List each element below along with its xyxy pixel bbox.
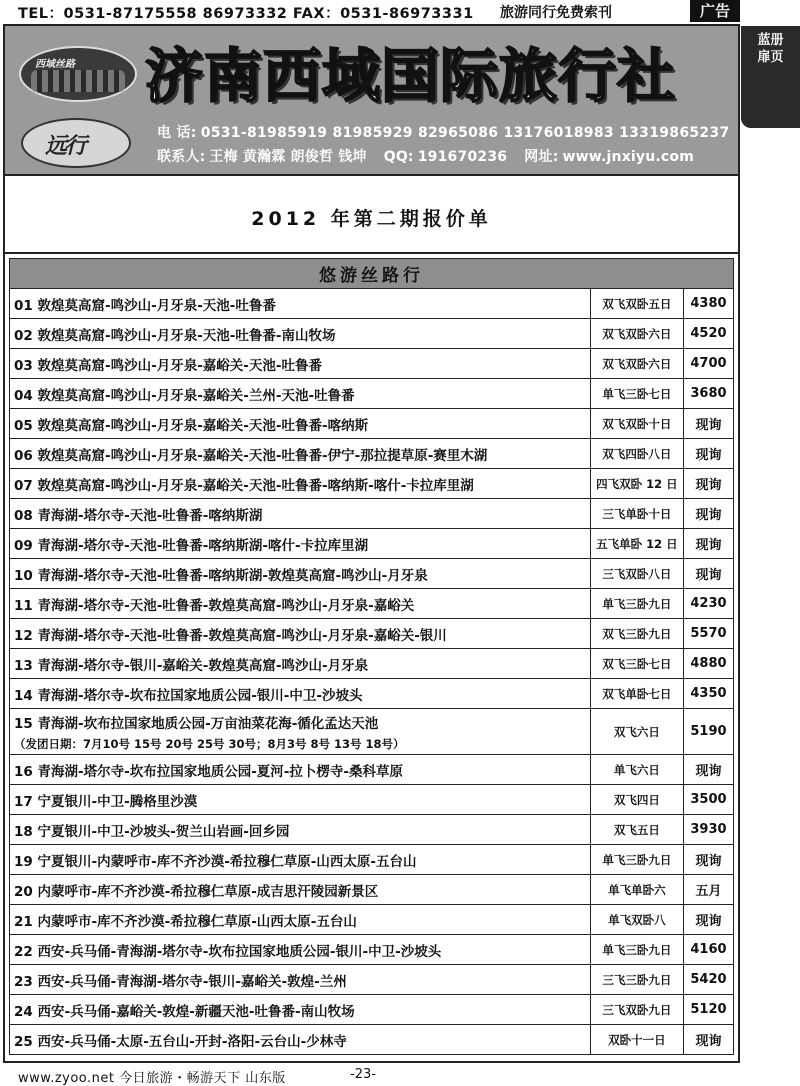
travel-mode-cell: 四飞双卧 12 日 <box>590 469 683 499</box>
travel-mode-cell: 双飞六日 <box>590 709 683 755</box>
route-cell <box>10 469 591 499</box>
route-cell <box>10 995 591 1025</box>
route-cell <box>10 289 591 319</box>
route-list <box>10 289 734 1055</box>
table-row <box>10 709 734 755</box>
route-cell <box>10 845 591 875</box>
route-text: 20 内蒙呼市-库不齐沙漠-希拉穆仁草原-成吉思汗陵园新景区 <box>14 883 379 900</box>
side-tab <box>741 26 800 128</box>
title-band <box>3 176 740 252</box>
table-row <box>10 619 734 649</box>
table-row <box>10 1025 734 1055</box>
route-cell <box>10 935 591 965</box>
route-text: 15 青海湖-坎布拉国家地质公园-万亩油菜花海-循化孟达天池 <box>14 715 379 732</box>
phone-line <box>157 122 730 142</box>
travel-mode-cell: 三飞双卧八日 <box>590 559 683 589</box>
website-label: 网址: <box>524 149 559 165</box>
price-cell: 4350 <box>683 679 733 709</box>
price-cell: 现询 <box>683 755 733 785</box>
travel-mode-cell: 双飞四日 <box>590 785 683 815</box>
price-cell: 3930 <box>683 815 733 845</box>
price-cell: 五月 <box>683 875 733 905</box>
route-text: 24 西安-兵马俑-嘉峪关-敦煌-新疆天池-吐鲁番-南山牧场 <box>14 1003 355 1020</box>
table-row <box>10 995 734 1025</box>
table-row <box>10 589 734 619</box>
route-cell <box>10 965 591 995</box>
table-row <box>10 289 734 319</box>
route-text: 13 青海湖-塔尔寺-银川-嘉峪关-敦煌莫高窟-鸣沙山-月牙泉 <box>14 657 369 674</box>
price-cell: 现询 <box>683 529 733 559</box>
price-cell: 4160 <box>683 935 733 965</box>
footer-site: www.zyoo.net 今日旅游・畅游天下 山东版 <box>18 1071 286 1086</box>
route-cell <box>10 409 591 439</box>
travel-mode-cell: 双飞四卧八日 <box>590 439 683 469</box>
route-cell <box>10 619 591 649</box>
table-row <box>10 875 734 905</box>
price-cell: 现询 <box>683 499 733 529</box>
table-row <box>10 379 734 409</box>
price-cell: 现询 <box>683 845 733 875</box>
route-text: 22 西安-兵马俑-青海湖-塔尔寺-坎布拉国家地质公园-银川-中卫-沙坡头 <box>14 943 442 960</box>
travel-mode-cell: 单飞三卧九日 <box>590 845 683 875</box>
section-title: 悠游丝路行 <box>10 259 734 289</box>
agency-emblem-logo <box>21 118 131 168</box>
free-request-text: 旅游同行免费索刊 <box>500 5 612 21</box>
route-text: 10 青海湖-塔尔寺-天池-吐鲁番-喀纳斯湖-敦煌莫高窟-鸣沙山-月牙泉 <box>14 567 428 584</box>
price-cell: 5570 <box>683 619 733 649</box>
route-text: 04 敦煌莫高窟-鸣沙山-月牙泉-嘉峪关-兰州-天池-吐鲁番 <box>14 387 355 404</box>
price-cell: 现询 <box>683 469 733 499</box>
side-tab-line2: 扉页 <box>757 50 784 65</box>
table-row <box>10 349 734 379</box>
table-row <box>10 409 734 439</box>
website-url: www.jnxiyu.com <box>562 149 695 165</box>
price-cell: 现询 <box>683 905 733 935</box>
travel-mode-cell: 双飞三卧七日 <box>590 649 683 679</box>
contact-label: 联系人: <box>157 149 206 165</box>
route-cell <box>10 529 591 559</box>
travel-mode-cell: 单飞三卧九日 <box>590 589 683 619</box>
route-text: 09 青海湖-塔尔寺-天池-吐鲁番-喀纳斯湖-喀什-卡拉库里湖 <box>14 537 369 554</box>
travel-mode-cell: 单飞单卧六 <box>590 875 683 905</box>
route-text: 07 敦煌莫高窟-鸣沙山-月牙泉-嘉峪关-天池-吐鲁番-喀纳斯-喀什-卡拉库里湖 <box>14 477 474 494</box>
departure-dates-note: （发团日期：7月10号 15号 20号 25号 30号；8月3号 8号 13号 18号） <box>14 736 405 751</box>
travel-mode-cell: 三飞单卧十日 <box>590 499 683 529</box>
travel-mode-cell: 双飞双卧六日 <box>590 319 683 349</box>
route-text: 03 敦煌莫高窟-鸣沙山-月牙泉-嘉峪关-天池-吐鲁番 <box>14 357 323 374</box>
table-row <box>10 935 734 965</box>
price-cell: 4230 <box>683 589 733 619</box>
travel-mode-cell: 双飞双卧五日 <box>590 289 683 319</box>
qq-number: 191670236 <box>417 149 508 165</box>
price-cell: 5120 <box>683 995 733 1025</box>
route-text: 18 宁夏银川-中卫-沙坡头-贺兰山岩画-回乡园 <box>14 823 290 840</box>
route-text: 17 宁夏银川-中卫-腾格里沙漠 <box>14 793 198 810</box>
table-row <box>10 679 734 709</box>
travel-mode-cell: 五飞单卧 12 日 <box>590 529 683 559</box>
travel-mode-cell: 单飞三卧九日 <box>590 935 683 965</box>
qq-label: QQ: <box>383 149 414 165</box>
route-text: 16 青海湖-塔尔寺-坎布拉国家地质公园-夏河-拉卜楞寺-桑科草原 <box>14 763 404 780</box>
route-cell <box>10 319 591 349</box>
phone-label: 电 话: <box>157 125 197 141</box>
route-text: 08 青海湖-塔尔寺-天池-吐鲁番-喀纳斯湖 <box>14 507 263 524</box>
route-text: 01 敦煌莫高窟-鸣沙山-月牙泉-天池-吐鲁番 <box>14 297 276 314</box>
route-cell <box>10 1025 591 1055</box>
route-cell <box>10 649 591 679</box>
travel-mode-cell: 单飞六日 <box>590 755 683 785</box>
route-cell <box>10 785 591 815</box>
table-row <box>10 965 734 995</box>
price-table <box>9 258 734 1055</box>
route-cell <box>10 905 591 935</box>
travel-mode-cell: 双卧十一日 <box>590 1025 683 1055</box>
travel-mode-cell: 三飞三卧九日 <box>590 965 683 995</box>
route-text: 19 宁夏银川-内蒙呼市-库不齐沙漠-希拉穆仁草原-山西太原-五台山 <box>14 853 417 870</box>
table-row <box>10 845 734 875</box>
price-cell: 现询 <box>683 1025 733 1055</box>
contact-line <box>157 146 694 166</box>
price-cell: 3500 <box>683 785 733 815</box>
route-text: 05 敦煌莫高窟-鸣沙山-月牙泉-嘉峪关-天池-吐鲁番-喀纳斯 <box>14 417 369 434</box>
camel-caravan-icon <box>31 70 125 92</box>
route-cell <box>10 679 591 709</box>
price-cell: 现询 <box>683 559 733 589</box>
route-cell <box>10 589 591 619</box>
contact-names: 王梅 黄瀚霖 朗俊哲 钱坤 <box>209 149 367 165</box>
route-text: 02 敦煌莫高窟-鸣沙山-月牙泉-天池-吐鲁番-南山牧场 <box>14 327 336 344</box>
price-cell: 4380 <box>683 289 733 319</box>
route-text: 12 青海湖-塔尔寺-天池-吐鲁番-敦煌莫高窟-鸣沙山-月牙泉-嘉峪关-银川 <box>14 627 447 644</box>
route-text: 14 青海湖-塔尔寺-坎布拉国家地质公园-银川-中卫-沙坡头 <box>14 687 363 704</box>
price-cell: 4700 <box>683 349 733 379</box>
route-cell <box>10 349 591 379</box>
route-text: 06 敦煌莫高窟-鸣沙山-月牙泉-嘉峪关-天池-吐鲁番-伊宁-那拉提草原-赛里木湖 <box>14 447 488 464</box>
travel-mode-cell: 双飞双卧六日 <box>590 349 683 379</box>
price-cell: 现询 <box>683 439 733 469</box>
price-cell: 4880 <box>683 649 733 679</box>
price-cell: 4520 <box>683 319 733 349</box>
route-cell <box>10 875 591 905</box>
route-text: 21 内蒙呼市-库不齐沙漠-希拉穆仁草原-山西太原-五台山 <box>14 913 357 930</box>
table-row <box>10 499 734 529</box>
travel-mode-cell: 单飞三卧七日 <box>590 379 683 409</box>
table-row <box>10 469 734 499</box>
price-table-frame <box>3 252 740 1063</box>
route-cell <box>10 755 591 785</box>
travel-mode-cell: 双飞单卧七日 <box>590 679 683 709</box>
price-list-title: 2012 年第二期报价单 <box>251 208 492 230</box>
company-name: 济南西域国际旅行社 <box>145 42 677 110</box>
route-cell <box>10 379 591 409</box>
agency-header <box>3 24 740 176</box>
table-row <box>10 755 734 785</box>
table-row <box>10 439 734 469</box>
table-row <box>10 785 734 815</box>
price-cell: 5420 <box>683 965 733 995</box>
route-text: 11 青海湖-塔尔寺-天池-吐鲁番-敦煌莫高窟-鸣沙山-月牙泉-嘉峪关 <box>14 597 415 614</box>
route-text: 23 西安-兵马俑-青海湖-塔尔寺-银川-嘉峪关-敦煌-兰州 <box>14 973 347 990</box>
table-row <box>10 319 734 349</box>
price-cell: 现询 <box>683 409 733 439</box>
travel-mode-cell: 双飞双卧十日 <box>590 409 683 439</box>
page-footer <box>0 1064 800 1086</box>
agency-emblem-text: 远行 <box>45 133 86 159</box>
route-cell <box>10 709 591 755</box>
travel-mode-cell: 双飞五日 <box>590 815 683 845</box>
price-cell: 3680 <box>683 379 733 409</box>
top-contact-text: TEL：0531-87175558 86973332 FAX：0531-86973331 <box>18 6 474 22</box>
ad-badge: 广告 <box>690 0 740 22</box>
top-contact-bar <box>0 0 800 22</box>
route-cell <box>10 559 591 589</box>
table-row <box>10 649 734 679</box>
page-number: -23- <box>350 1067 376 1082</box>
route-cell <box>10 499 591 529</box>
table-row <box>10 559 734 589</box>
travel-mode-cell: 三飞双卧九日 <box>590 995 683 1025</box>
travel-mode-cell: 单飞双卧八 <box>590 905 683 935</box>
route-text: 25 西安-兵马俑-太原-五台山-开封-洛阳-云台山-少林寺 <box>14 1033 347 1050</box>
silk-road-logo <box>19 46 137 102</box>
side-tab-line1: 蓝册 <box>757 33 784 48</box>
table-row <box>10 905 734 935</box>
table-row <box>10 529 734 559</box>
silk-road-logo-text: 西域丝路 <box>35 59 75 70</box>
route-cell <box>10 815 591 845</box>
price-cell: 5190 <box>683 709 733 755</box>
route-cell <box>10 439 591 469</box>
travel-mode-cell: 双飞三卧九日 <box>590 619 683 649</box>
table-row <box>10 815 734 845</box>
phone-numbers: 0531-81985919 81985929 82965086 13176018983 13319865237 <box>200 125 730 141</box>
